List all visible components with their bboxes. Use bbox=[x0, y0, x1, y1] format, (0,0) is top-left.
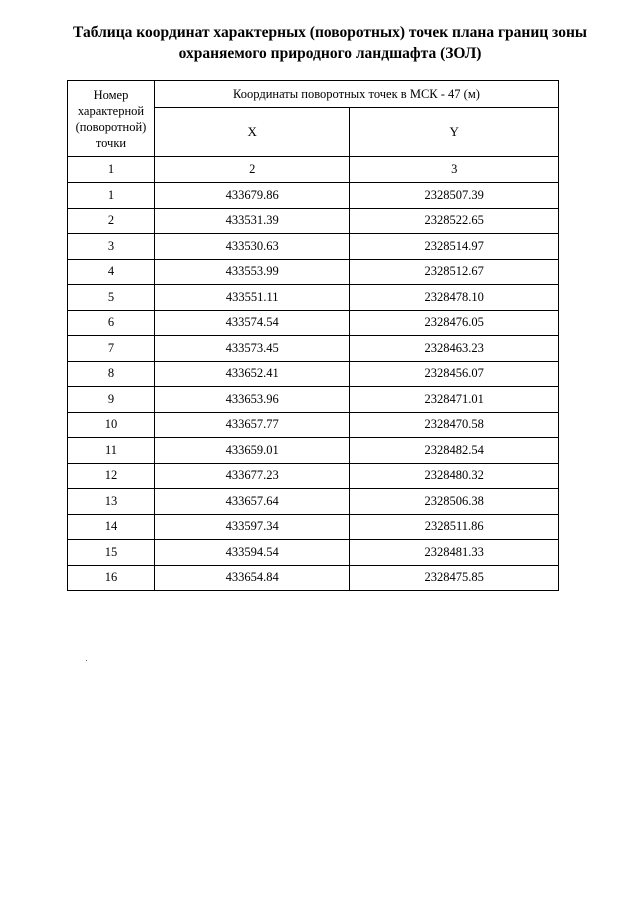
table-row bbox=[68, 540, 559, 566]
y-coordinate-cell: 2328456.07 bbox=[350, 361, 559, 387]
table-row bbox=[68, 438, 559, 464]
coordinates-header: Координаты поворотных точек в МСК - 47 (м) bbox=[154, 81, 558, 108]
x-coordinate-cell: 433652.41 bbox=[154, 361, 350, 387]
x-coordinate-cell: 433657.64 bbox=[154, 489, 350, 515]
y-coordinate-cell: 2328470.58 bbox=[350, 412, 559, 438]
table-row bbox=[68, 285, 559, 311]
point-number-header-line3: (поворотной) bbox=[75, 119, 147, 134]
point-number-cell: 12 bbox=[68, 463, 155, 489]
point-number-cell: 6 bbox=[68, 310, 155, 336]
y-column-header: Y bbox=[350, 108, 559, 157]
y-coordinate-cell: 2328463.23 bbox=[350, 336, 559, 362]
y-coordinate-cell: 2328511.86 bbox=[350, 514, 559, 540]
y-coordinate-cell: 2328480.32 bbox=[350, 463, 559, 489]
x-coordinate-cell: 433574.54 bbox=[154, 310, 350, 336]
x-coordinate-cell: 433659.01 bbox=[154, 438, 350, 464]
table-row bbox=[68, 361, 559, 387]
y-coordinate-cell: 2328506.38 bbox=[350, 489, 559, 515]
x-coordinate-cell: 433679.86 bbox=[154, 183, 350, 209]
column-index-row bbox=[68, 157, 559, 183]
table-row bbox=[68, 565, 559, 591]
y-coordinate-cell: 2328522.65 bbox=[350, 208, 559, 234]
point-number-cell: 8 bbox=[68, 361, 155, 387]
y-coordinate-cell: 2328476.05 bbox=[350, 310, 559, 336]
document-title-line1: Таблица координат характерных (поворотных) точек плана границ зоны bbox=[73, 24, 587, 41]
point-number-cell: 5 bbox=[68, 285, 155, 311]
table-row bbox=[68, 234, 559, 260]
point-number-header-line1: Номер bbox=[93, 87, 129, 102]
table-row bbox=[68, 514, 559, 540]
table-row bbox=[68, 336, 559, 362]
point-number-cell: 16 bbox=[68, 565, 155, 591]
point-number-cell: 3 bbox=[68, 234, 155, 260]
x-coordinate-cell: 433594.54 bbox=[154, 540, 350, 566]
x-coordinate-cell: 433531.39 bbox=[154, 208, 350, 234]
x-coordinate-cell: 433597.34 bbox=[154, 514, 350, 540]
point-number-header-line4: точки bbox=[95, 135, 127, 150]
y-coordinate-cell: 2328507.39 bbox=[350, 183, 559, 209]
point-number-cell: 11 bbox=[68, 438, 155, 464]
y-coordinate-cell: 2328471.01 bbox=[350, 387, 559, 413]
scan-speck bbox=[86, 660, 87, 661]
point-number-cell: 15 bbox=[68, 540, 155, 566]
document-title-line2: охраняемого природного ландшафта (ЗОЛ) bbox=[178, 45, 482, 62]
table-row bbox=[68, 387, 559, 413]
table-row bbox=[68, 463, 559, 489]
point-number-cell: 9 bbox=[68, 387, 155, 413]
point-number-cell: 13 bbox=[68, 489, 155, 515]
y-coordinate-cell: 2328475.85 bbox=[350, 565, 559, 591]
point-number-cell: 2 bbox=[68, 208, 155, 234]
point-number-header bbox=[68, 81, 155, 157]
x-coordinate-cell: 433573.45 bbox=[154, 336, 350, 362]
table-row bbox=[68, 183, 559, 209]
x-coordinate-cell: 433530.63 bbox=[154, 234, 350, 260]
point-number-cell: 14 bbox=[68, 514, 155, 540]
y-coordinate-cell: 2328514.97 bbox=[350, 234, 559, 260]
column-index-cell: 2 bbox=[154, 157, 350, 183]
point-number-cell: 7 bbox=[68, 336, 155, 362]
table-row bbox=[68, 310, 559, 336]
y-coordinate-cell: 2328478.10 bbox=[350, 285, 559, 311]
table-row bbox=[68, 489, 559, 515]
x-coordinate-cell: 433657.77 bbox=[154, 412, 350, 438]
point-number-cell: 1 bbox=[68, 183, 155, 209]
x-coordinate-cell: 433551.11 bbox=[154, 285, 350, 311]
table-row bbox=[68, 208, 559, 234]
column-index-cell: 3 bbox=[350, 157, 559, 183]
coordinates-table bbox=[67, 80, 559, 591]
x-coordinate-cell: 433654.84 bbox=[154, 565, 350, 591]
y-coordinate-cell: 2328482.54 bbox=[350, 438, 559, 464]
x-coordinate-cell: 433677.23 bbox=[154, 463, 350, 489]
table-row bbox=[68, 412, 559, 438]
point-number-cell: 4 bbox=[68, 259, 155, 285]
point-number-header-line2: характерной bbox=[77, 103, 145, 118]
column-index-cell: 1 bbox=[68, 157, 155, 183]
point-number-cell: 10 bbox=[68, 412, 155, 438]
table-row bbox=[68, 259, 559, 285]
y-coordinate-cell: 2328512.67 bbox=[350, 259, 559, 285]
x-coordinate-cell: 433653.96 bbox=[154, 387, 350, 413]
y-coordinate-cell: 2328481.33 bbox=[350, 540, 559, 566]
document-title bbox=[50, 22, 610, 64]
x-column-header: X bbox=[154, 108, 350, 157]
x-coordinate-cell: 433553.99 bbox=[154, 259, 350, 285]
